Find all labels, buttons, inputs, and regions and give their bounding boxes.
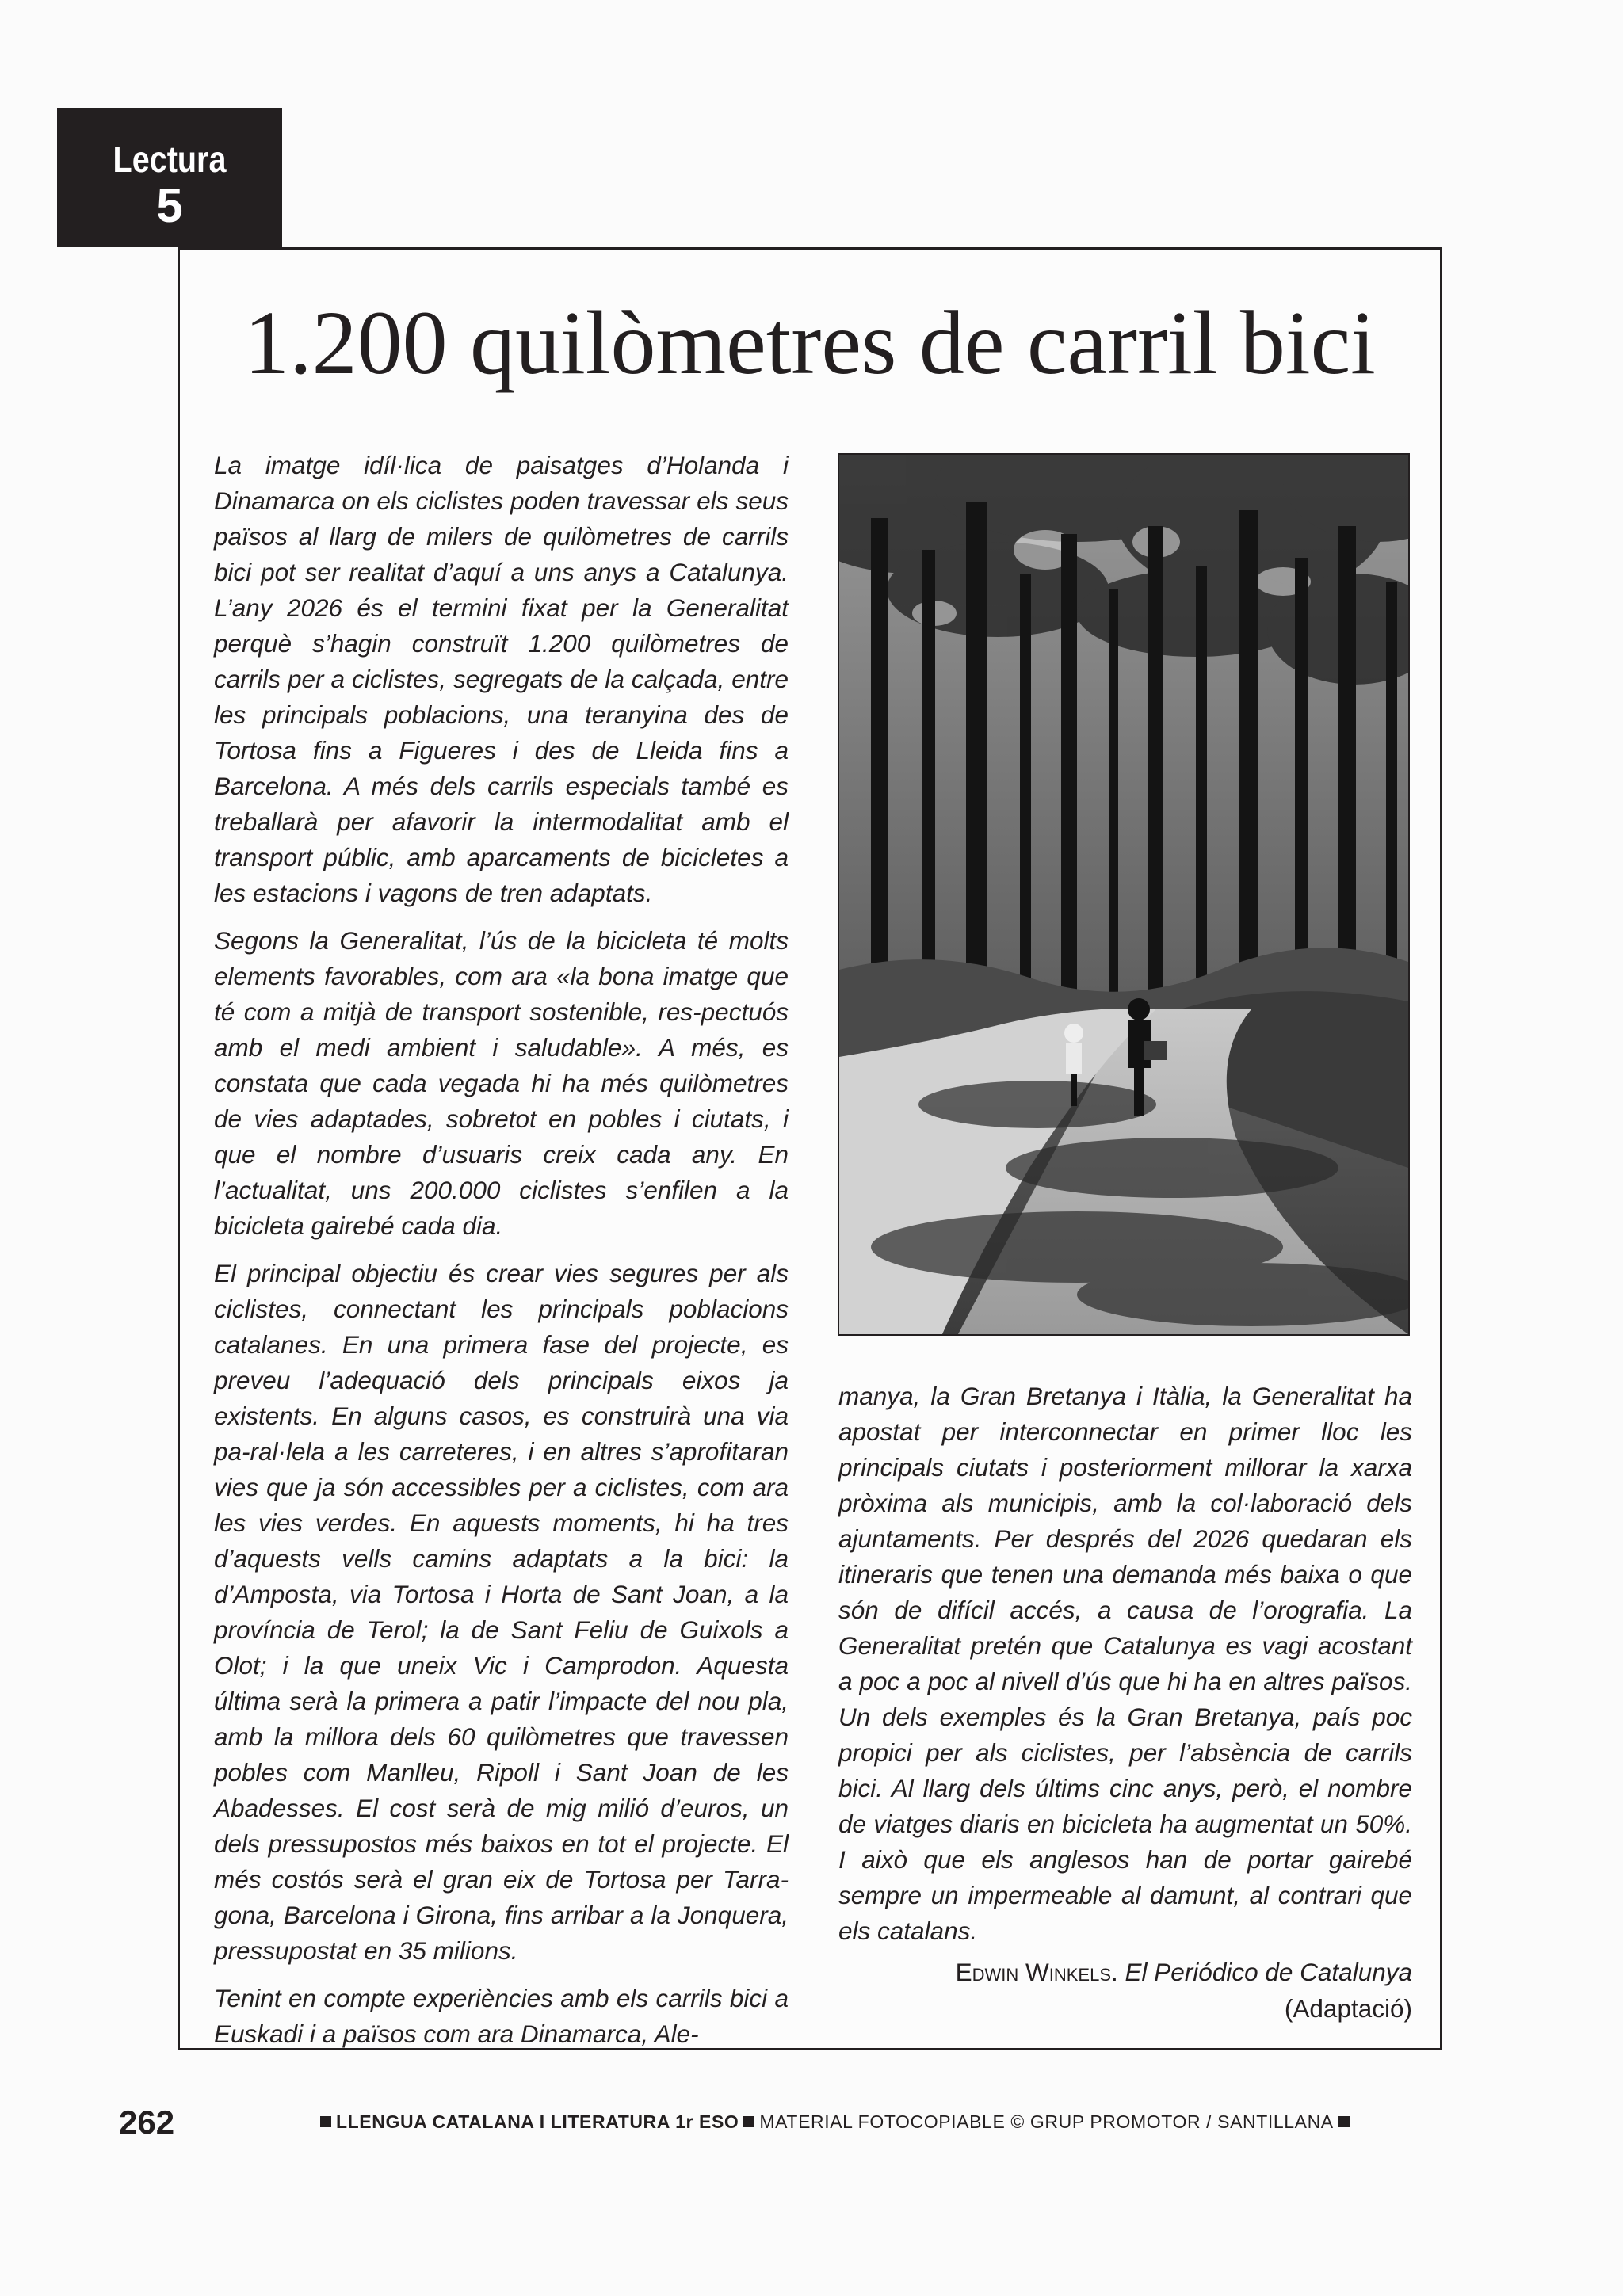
square-bullet-icon bbox=[743, 2116, 754, 2127]
paragraph: Tenint en compte experiències amb els carrils bici a Euskadi i a països com ara Dinamarca, Ale- bbox=[214, 1984, 789, 2048]
section-label: Lectura bbox=[113, 139, 227, 180]
paragraph: Segons la Generalitat, l’ús de la bicicleta té molts elements favorables, com ara «la bona imatge que té com a mitjà de transport sostenible, res-pectuós amb el medi ambient i saludable». A més, es constata que cada vegada hi ha més quilòmetres de vies adaptades, sobretot en pobles i ciutats, i que el nombre d’usuaris creix cada any. En l’actualitat, uns 200.000 ciclistes s’enfilen a la bicicleta gairebé cada dia. bbox=[214, 926, 789, 1240]
square-bullet-icon bbox=[320, 2116, 331, 2127]
section-number: 5 bbox=[156, 179, 183, 232]
page-number: 262 bbox=[119, 2103, 175, 2141]
credit-note: (Adaptació) bbox=[1284, 1994, 1412, 2023]
article-title: 1.200 quilòmetres de carril bici bbox=[244, 292, 1376, 393]
article-right-column bbox=[838, 1379, 1412, 1961]
paragraph: El principal objectiu és crear vies segures per als ciclistes, connectant les principals poblacions catalanes. En una primera fase del projecte, es preveu l’adequació dels principals eixos ja existents. En alguns casos, es construirà una via pa-ral·lela a les carreteres, i en altres s’aprofitaran vies que ja són accessibles per a ciclistes, com ara les vies verdes. En aquests moments, hi ha tres d’aquests vells camins adaptats a la bici: la d’Amposta, via Tortosa i Horta de Sant Joan, a la província de Terol; la de Sant Feliu de Guixols a Olot; i la que uneix Vic i Camprodon. Aquesta última serà la primera a patir l’impacte del nou pla, amb la millora dels 60 quilòmetres que travessen pobles com Manlleu, Ripoll i Sant Joan de les Abadesses. El cost serà de mig milió d’euros, un dels pressupostos més baixos en tot el projecte. El més costós serà el gran eix de Tortosa per Tarra-gona, Barcelona i Girona, fins arribar a la Jonquera, pressupostat en 35 milions. bbox=[214, 1259, 789, 1965]
page-footer bbox=[315, 2111, 1354, 2133]
article-left-column bbox=[214, 448, 789, 2064]
footer-rights: MATERIAL FOTOCOPIABLE © GRUP PROMOTOR / SANTILLANA bbox=[759, 2111, 1334, 2132]
footer-book-title: LLENGUA CATALANA I LITERATURA 1r ESO bbox=[336, 2111, 739, 2132]
credit-source: El Periódico de Catalunya bbox=[1125, 1958, 1412, 1986]
cyclists-forest-photo bbox=[838, 453, 1410, 1336]
article-credit: Edwin Winkels. El Periódico de Catalunya (Adaptació) bbox=[838, 1954, 1412, 2027]
section-tab bbox=[57, 108, 282, 247]
forest-path-photo-illustration bbox=[839, 455, 1408, 1334]
square-bullet-icon bbox=[1338, 2116, 1350, 2127]
paragraph: La imatge idíl·lica de paisatges d’Holanda i Dinamarca on els ciclistes poden travessar els seus països al llarg de milers de quilòmetres de carrils bici pot ser realitat d’aquí a uns anys a Catalunya. L’any 2026 és el termini fixat per la Generalitat perquè s’hagin construït 1.200 quilòmetres de carrils per a ciclistes, segregats de la calçada, entre les principals poblacions, una teranyina des de Tortosa fins a Figueres i des de Lleida fins a Barcelona. A més dels carrils especials també es treballarà per afavorir la intermodalitat amb el transport públic, amb aparcaments de bicicletes a les estacions i vagons de tren adaptats. bbox=[214, 451, 789, 907]
paragraph: manya, la Gran Bretanya i Itàlia, la Generalitat ha apostat per interconnectar en primer lloc les principals ciutats i posteriorment millorar la xarxa pròxima als municipis, amb la col·laboració dels ajuntaments. Per després del 2026 quedaran els itineraris que tenen una demanda més baixa o que són de difícil accés, a causa de l’orografia. La Generalitat pretén que Catalunya es vagi acostant a poc a poc al nivell d’ús que hi ha en altres països. Un dels exemples és la Gran Bretanya, país poc propici per als ciclistes, per l’absència de carrils bici. Al llarg dels últims cinc anys, però, el nombre de viatges diaris en bicicleta ha augmentat un 50%. I això que els anglesos han de portar gairebé sempre un impermeable al damunt, al contrari que els catalans. bbox=[838, 1382, 1412, 1945]
credit-author: Edwin Winkels bbox=[955, 1958, 1112, 1986]
